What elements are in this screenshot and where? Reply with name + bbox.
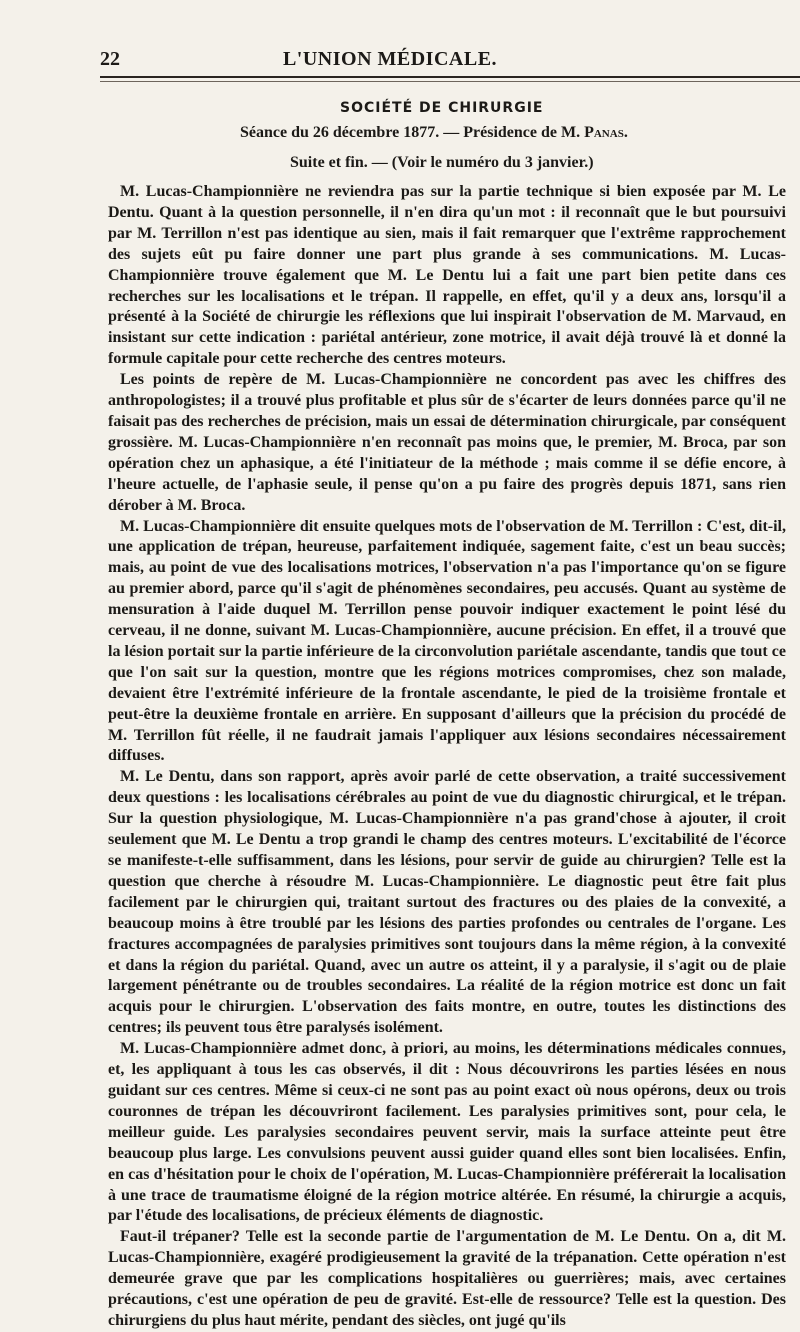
paragraph: M. Lucas-Championnière ne reviendra pas sur la partie technique si bien exposée par M. Le Dentu. Quant à la question personnelle, il n'en dira qu'un mot : il reconnaît que le but poursuivi par M. Terrillon n'est pas identique au sien, mais il fait remarquer que l'extrême rapprochement des sujets eût pu faire donner une part plus grande à ses communications. M. Lucas-Championnière trouve également que M. Le Dentu lui a fait une part bien petite dans ces recherches sur les localisations et le trépan. Il rappelle, en effet, qu'il y a deux ans, lorsqu'il a présenté à la Société de chirurgie les réflexions que lui inspirait l'observation de M. Marvaud, en insistant sur cette indication : pariétal antérieur, zone motrice, il avait déjà trouvé là et donné la formule capitale pour cette recherche des centres moteurs. xyxy=(108,183,786,368)
running-head xyxy=(100,48,780,74)
paragraph: Les points de repère de M. Lucas-Championnière ne concordent pas avec les chiffres des anthropologistes; il a trouvé plus profitable et plus sûr de s'écarter de leurs données parce qu'il ne faisait pas des recherches de précision, mais un essai de détermination chirurgicale, par conséquent grossière. M. Lucas-Championnière n'en reconnaît pas moins que, le premier, M. Broca, par son opération chez un aphasique, a été l'initiateur de la méthode ; mais comme il se défie encore, à l'heure actuelle, de l'aphasie seule, il pense qu'on a pu faire des progrès depuis 1871, sans rien dérober à M. Broca. xyxy=(108,371,786,514)
page-number: 22 xyxy=(100,48,120,70)
section-title: SOCIÉTÉ DE CHIRURGIE xyxy=(340,100,544,116)
session-line xyxy=(240,124,628,142)
header-rule-thin xyxy=(100,81,800,82)
paragraph: Faut-il trépaner? Telle est la seconde partie de l'argumentation de M. Le Dentu. On a, dit M. Lucas-Championnière, exagéré prodigieusement la gravité de la trépanation. Cette opération n'est demeurée grave que par les complications hospitalières ou guerrières; mais, avec certaines précautions, c'est une opération de peu de gravité. Est-elle de ressource? Telle est la question. Des chirurgiens du plus haut mérite, pendant des siècles, ont jugé qu'ils xyxy=(108,1228,786,1329)
header-rule xyxy=(100,76,800,78)
paragraph: M. Lucas-Championnière admet donc, à priori, au moins, les déterminations médicales connues, et, les appliquant à tous les cas observés, il dit : Nous découvrirons les parties lésées en nous guidant sur ces centres. Même si ceux-ci ne sont pas au point exact où nous opérons, deux ou trois couronnes de trépan les découvriront facilement. Les paralysies primitives sont, pour cela, le meilleur guide. Les paralysies secondaires peuvent servir, mais la surface atteinte peut être beaucoup plus large. Les convulsions peuvent aussi guider quand elles sont bien localisées. Enfin, en cas d'hésitation pour le choix de l'opération, M. Lucas-Championnière préférerait la localisation à une trace de traumatisme éloigné de la région motrice altérée. En résumé, la chirurgie a acquis, par l'étude des localisations, de précieux éléments de diagnostic. xyxy=(108,1040,786,1225)
continuation-note: Suite et fin. — (Voir le numéro du 3 janvier.) xyxy=(290,154,594,171)
president-name: Panas. xyxy=(584,124,628,141)
paragraph: M. Lucas-Championnière dit ensuite quelques mots de l'observation de M. Terrillon : C'est, dit-il, une application de trépan, heureuse, parfaitement indiquée, sagement faite, c'est un beau succès; mais, au point de vue des localisations motrices, l'observation n'a pas l'importance qu'on se figure au premier abord, parce qu'il s'agit de phénomènes secondaires, peu accusés. Quant au système de mensuration à l'aide duquel M. Terrillon pense pouvoir indiquer exactement le point lésé du cerveau, il ne donne, suivant M. Lucas-Championnière, aucune précision. En effet, il a trouvé que la lésion portait sur la partie inférieure de la circonvolution pariétale ascendante, tandis que tout ce que l'on sait sur la question, montre que les régions motrices compromises, chez son malade, devaient être l'extrémité inférieure de la frontale ascendante, le pied de la troisième frontale et peut-être la deuxième frontale en arrière. En supposant d'ailleurs que la précision du procédé de M. Terrillon fût réelle, il ne faudrait jamais l'appliquer aux lésions secondaires nécessairement diffuses. xyxy=(108,517,786,765)
session-text: Séance du 26 décembre 1877. — Présidence de M. xyxy=(240,124,581,141)
paragraph: M. Le Dentu, dans son rapport, après avoir parlé de cette observation, a traité successivement deux questions : les localisations cérébrales au point de vue du diagnostic chirurgical, et le trépan. Sur la question physiologique, M. Lucas-Championnière n'a pas grand'chose à ajouter, il croit seulement que M. Le Dentu a trop grandi le champ des centres moteurs. L'excitabilité de l'écorce se manifeste-t-elle suffisamment, dans les lésions, pour servir de guide au chirurgien? Telle est la question que cherche à résoudre M. Lucas-Championnière. Le diagnostic peut être fait plus facilement par le chirurgien qui, traitant surtout des fractures ou des plaies de la convexité, a beaucoup moins à être troublé par les lésions des parties profondes ou centrales de l'organe. Les fractures accompagnées de paralysies primitives sont toujours dans la même région, à la convexité et dans la région du pariétal. Quand, avec un autre os atteint, il y a paralysie, il s'agit ou de plaie largement pénétrante ou de troubles secondaires. La réalité de la région motrice est donc un fait acquis pour le chirurgien. L'observation des faits montre, en outre, toutes les distinctions des centres; ils peuvent tous être paralysés isolément. xyxy=(108,768,786,1037)
journal-title: L'UNION MÉDICALE. xyxy=(282,48,498,70)
article-body xyxy=(108,182,786,1332)
